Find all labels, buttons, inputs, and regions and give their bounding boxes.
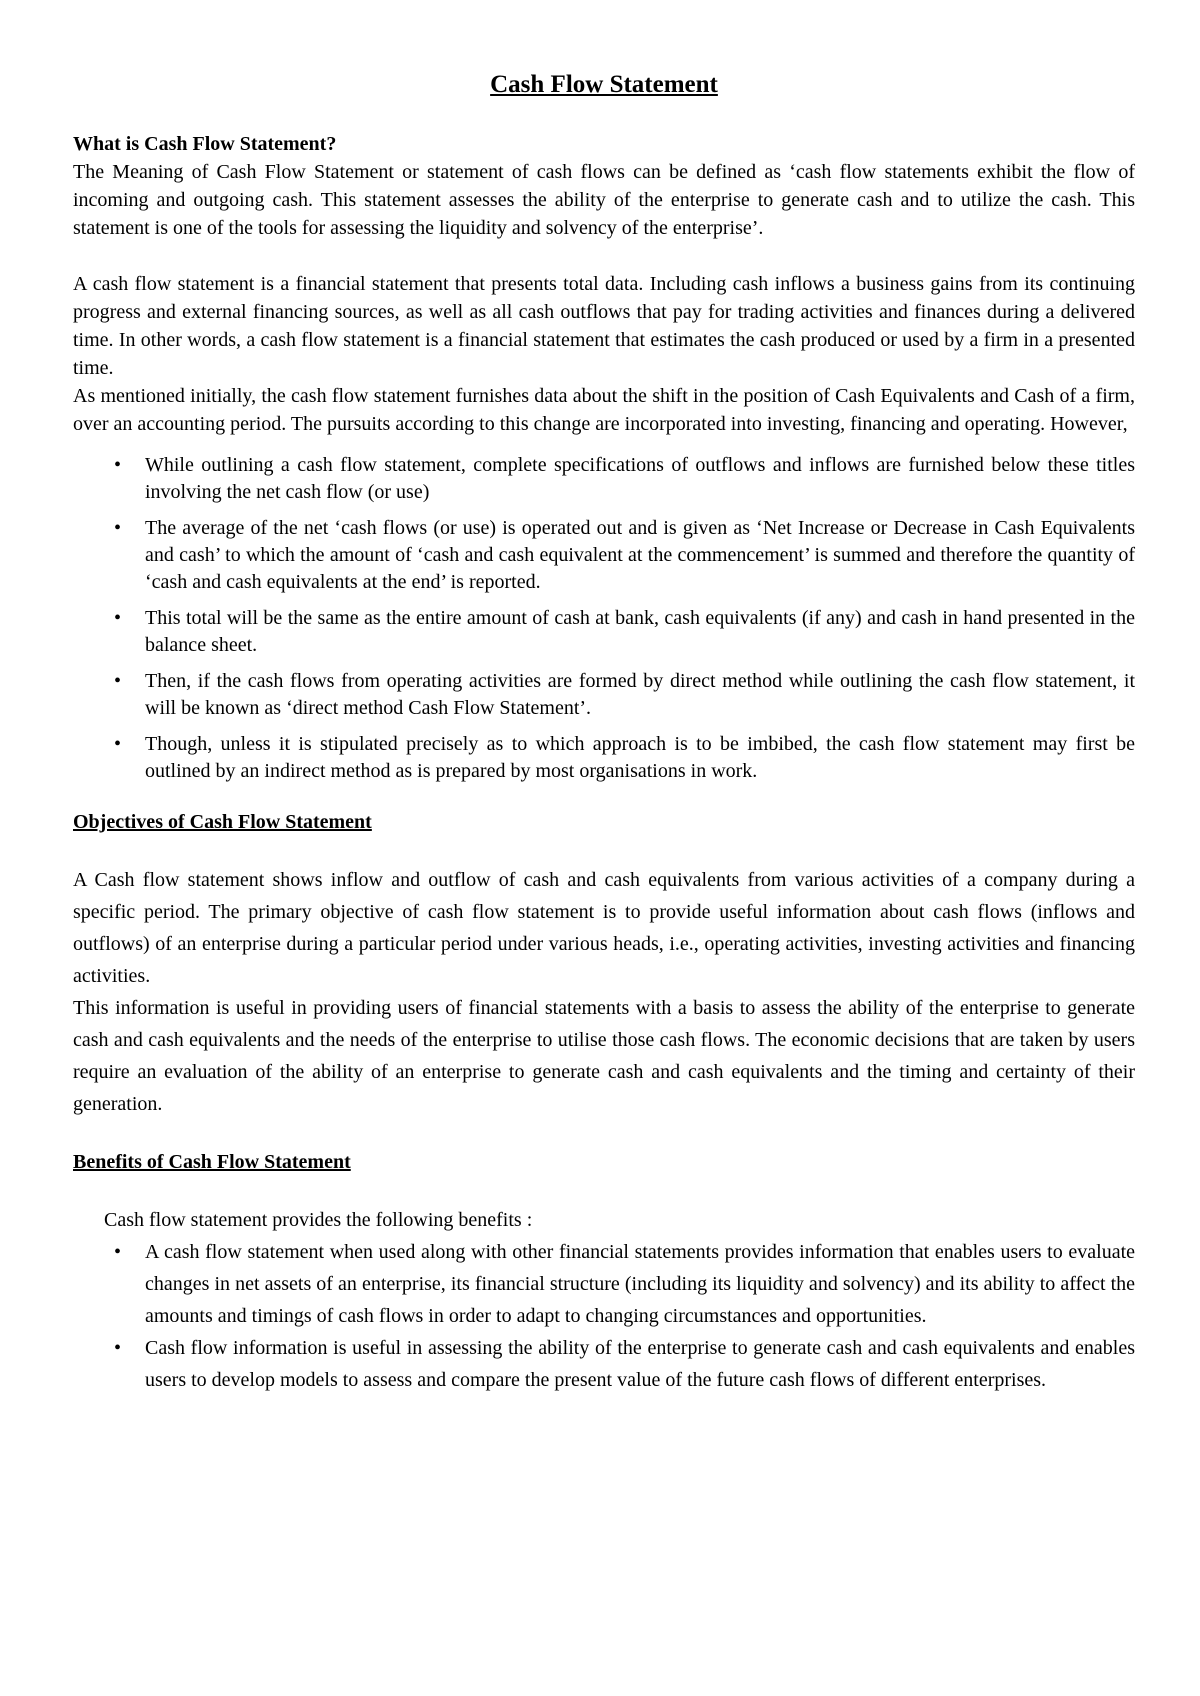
section-objectives (73, 808, 1135, 1120)
paragraph-as-mentioned: As mentioned initially, the cash flow statement furnishes data about the shift in the position of Cash Equivalents and Cash of a firm, over an accounting period. The pursuits according to this change are incorporated into investing, financing and operating. However, (73, 385, 1135, 435)
list-item (114, 515, 1135, 596)
paragraph-meaning: The Meaning of Cash Flow Statement or statement of cash flows can be defined as ‘cash flow statements exhibit the flow of incoming and outgoing cash. This statement assesses the ability of the enterprise to generate cash and to utilize the cash. This statement is one of the tools for assessing the liquidity and solvency of the enterprise’. (73, 161, 1135, 239)
paragraph-objective: A Cash flow statement shows inflow and outflow of cash and cash equivalents from various activities of a company during a specific period. The primary objective of cash flow statement is to provide useful information about cash flows (inflows and outflows) of an enterprise during a particular period under various heads, i.e., operating activities, investing activities and financing activities. (73, 869, 1135, 987)
document-page (73, 70, 1135, 1396)
bullet-icon: • (114, 1241, 122, 1263)
spacer (73, 242, 1135, 270)
bullet-icon: • (114, 607, 122, 629)
document-title: Cash Flow Statement (490, 71, 718, 98)
list-item (114, 668, 1135, 722)
list-item (114, 1332, 1135, 1396)
section-heading-objectives: Objectives of Cash Flow Statement (73, 811, 372, 833)
list-item (114, 605, 1135, 659)
spacer (73, 1120, 1135, 1148)
spacer (73, 794, 1135, 808)
spacer (73, 1176, 1135, 1204)
list-item-text: Then, if the cash flows from operating activities are formed by direct method while outlining the cash flow statement, it will be known as ‘direct method Cash Flow Statement’. (145, 670, 1135, 719)
bullet-icon: • (114, 454, 122, 476)
list-item (114, 731, 1135, 785)
paragraph-financial-statement: A cash flow statement is a financial statement that presents total data. Including cash inflows a business gains from its continuing progress and external financing sources, as well as all cash outflows that pay for trading activities and finances during a delivered time. In other words, a cash flow statement is a financial statement that estimates the cash produced or used by a firm in a presented time. (73, 273, 1135, 379)
spacer (73, 836, 1135, 864)
list-item-text: A cash flow statement when used along with other financial statements provides information that enables users to evaluate changes in net assets of an enterprise, its financial structure (including its liquidity and solvency) and its ability to affect the amounts and timings of cash flows in order to adapt to changing circumstances and opportunities. (145, 1241, 1135, 1327)
bullet-list-outline (73, 452, 1135, 785)
bullet-icon: • (114, 670, 122, 692)
bullet-list-benefits (73, 1236, 1135, 1396)
paragraph-benefits-intro: Cash flow statement provides the following benefits : (104, 1209, 533, 1231)
section-what-is (73, 130, 1135, 785)
paragraph-information-useful: This information is useful in providing users of financial statements with a basis to assess the ability of the enterprise to generate cash and cash equivalents and the needs of the enterprise to utilise those cash flows. The economic decisions that are taken by users require an evaluation of the ability of an enterprise to generate cash and cash equivalents and the timing and certainty of their generation. (73, 997, 1135, 1115)
list-item-text: Cash flow information is useful in assessing the ability of the enterprise to generate cash and cash equivalents and enables users to develop models to assess and compare the present value of the future cash flows of different enterprises. (145, 1337, 1135, 1391)
list-item-text: Though, unless it is stipulated precisely as to which approach is to be imbibed, the cash flow statement may first be outlined by an indirect method as is prepared by most organisations in work. (145, 733, 1135, 782)
bullet-icon: • (114, 517, 122, 539)
list-item (114, 452, 1135, 506)
bullet-icon: • (114, 733, 122, 755)
section-heading-benefits: Benefits of Cash Flow Statement (73, 1151, 351, 1173)
section-heading-what-is: What is Cash Flow Statement? (73, 133, 337, 155)
list-item-text: While outlining a cash flow statement, complete specifications of outflows and inflows are furnished below these titles involving the net cash flow (or use) (145, 454, 1135, 503)
bullet-icon: • (114, 1337, 122, 1359)
section-benefits (73, 1148, 1135, 1396)
list-item-text: This total will be the same as the entire amount of cash at bank, cash equivalents (if any) and cash in hand presented in the balance sheet. (145, 607, 1135, 656)
list-item-text: The average of the net ‘cash flows (or use) is operated out and is given as ‘Net Increase or Decrease in Cash Equivalents and cash’ to which the amount of ‘cash and cash equivalent at the commencement’ is summed and therefore the quantity of ‘cash and cash equivalents at the end’ is reported. (145, 517, 1135, 593)
list-item (114, 1236, 1135, 1332)
